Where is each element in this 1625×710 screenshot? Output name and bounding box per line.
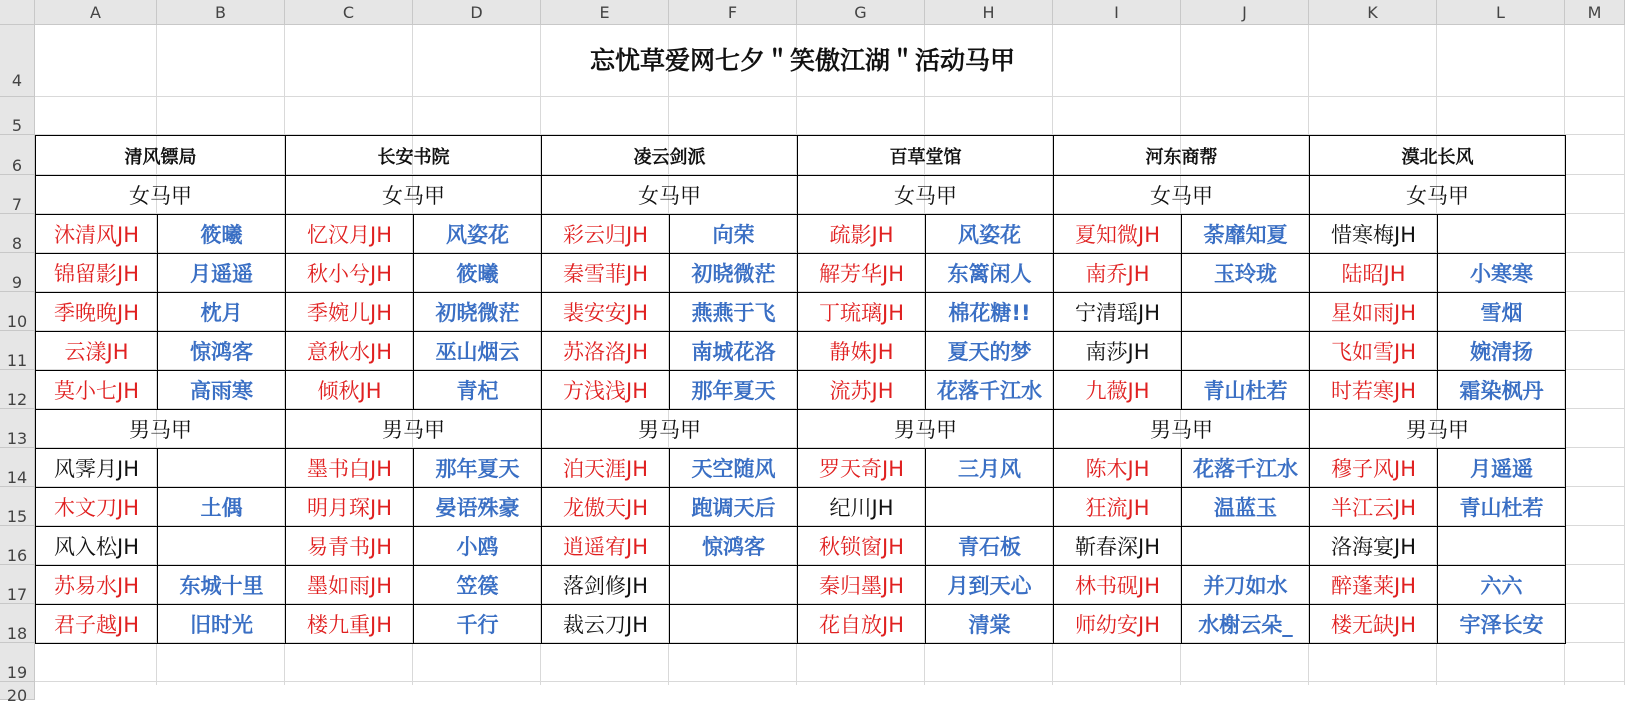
male-name-cell[interactable]: 温蓝玉 (1182, 488, 1310, 527)
female-name-cell[interactable]: 方浅浅JH (542, 371, 670, 410)
female-name-cell[interactable]: 莫小七JH (36, 371, 158, 410)
male-section-label[interactable]: 男马甲 (286, 410, 542, 449)
male-name-cell[interactable]: 明月琛JH (286, 488, 414, 527)
male-name-cell[interactable]: 易青书JH (286, 527, 414, 566)
table-row (36, 371, 1566, 410)
male-name-cell[interactable]: 那年夏天 (414, 449, 542, 488)
female-name-cell[interactable]: 小寒寒 (1438, 254, 1566, 293)
male-name-cell[interactable]: 苏易水JH (36, 566, 158, 605)
group-header-row (36, 136, 1566, 176)
female-name-cell[interactable]: 南城花洛 (670, 332, 798, 371)
female-section-label[interactable]: 女马甲 (1310, 176, 1566, 215)
column-header-f[interactable]: F (669, 0, 797, 25)
male-name-cell[interactable] (670, 566, 798, 605)
male-name-cell[interactable]: 靳春深JH (1054, 527, 1182, 566)
row-header-15[interactable]: 15 (0, 487, 35, 526)
row-header-5[interactable]: 5 (0, 97, 35, 135)
female-name-cell[interactable]: 季婉儿JH (286, 293, 414, 332)
row-header-19[interactable]: 19 (0, 643, 35, 682)
female-name-cell[interactable]: 苏洛洛JH (542, 332, 670, 371)
male-name-cell[interactable]: 君子越JH (36, 605, 158, 644)
group-header[interactable]: 清风镖局 (36, 136, 286, 176)
male-name-cell[interactable]: 千行 (414, 605, 542, 644)
female-name-cell[interactable]: 霜染枫丹 (1438, 371, 1566, 410)
female-name-cell[interactable]: 玉玲珑 (1182, 254, 1310, 293)
roster-table (35, 135, 1566, 644)
female-name-cell[interactable]: 疏影JH (798, 215, 926, 254)
male-name-cell[interactable]: 落剑修JH (542, 566, 670, 605)
female-section-label[interactable]: 女马甲 (286, 176, 542, 215)
female-name-cell[interactable]: 初晓微茫 (414, 293, 542, 332)
female-name-cell[interactable]: 流苏JH (798, 371, 926, 410)
male-name-cell[interactable]: 并刀如水 (1182, 566, 1310, 605)
table-row (36, 605, 1566, 644)
male-name-cell[interactable]: 林书砚JH (1054, 566, 1182, 605)
male-name-cell[interactable]: 秦归墨JH (798, 566, 926, 605)
male-name-cell[interactable]: 洛海宴JH (1310, 527, 1438, 566)
male-name-cell[interactable]: 泊天涯JH (542, 449, 670, 488)
female-name-cell[interactable]: 初晓微茫 (670, 254, 798, 293)
female-name-cell[interactable]: 惊鸿客 (158, 332, 286, 371)
female-name-cell[interactable]: 秦雪菲JH (542, 254, 670, 293)
male-name-cell[interactable]: 陈木JH (1054, 449, 1182, 488)
female-name-cell[interactable]: 青山杜若 (1182, 371, 1310, 410)
table-row (36, 293, 1566, 332)
female-name-cell[interactable]: 夏天的梦 (926, 332, 1054, 371)
column-header-c[interactable]: C (285, 0, 413, 25)
row-header-20[interactable]: 20 (0, 682, 35, 700)
male-name-cell[interactable]: 秋锁窗JH (798, 527, 926, 566)
male-name-cell[interactable]: 晏语殊豪 (414, 488, 542, 527)
male-name-cell[interactable]: 小鸥 (414, 527, 542, 566)
male-name-cell[interactable]: 龙傲天JH (542, 488, 670, 527)
column-header-a[interactable]: A (35, 0, 157, 25)
female-name-cell[interactable]: 婉清扬 (1438, 332, 1566, 371)
column-header-e[interactable]: E (541, 0, 669, 25)
male-name-cell[interactable]: 旧时光 (158, 605, 286, 644)
column-header-k[interactable]: K (1309, 0, 1437, 25)
male-name-cell[interactable] (670, 605, 798, 644)
column-header-d[interactable]: D (413, 0, 541, 25)
male-name-cell[interactable] (158, 527, 286, 566)
male-name-cell[interactable]: 青石板 (926, 527, 1054, 566)
female-name-cell[interactable] (1438, 215, 1566, 254)
row-header-8[interactable]: 8 (0, 214, 35, 253)
female-name-cell[interactable]: 棉花糖!! (926, 293, 1054, 332)
column-header-j[interactable]: J (1181, 0, 1309, 25)
female-name-cell[interactable]: 沐清风JH (36, 215, 158, 254)
female-name-cell[interactable]: 月遥遥 (158, 254, 286, 293)
row-header-14[interactable]: 14 (0, 448, 35, 487)
male-name-cell[interactable]: 纪川JH (798, 488, 926, 527)
female-name-cell[interactable]: 荼靡知夏 (1182, 215, 1310, 254)
female-name-cell[interactable]: 解芳华JH (798, 254, 926, 293)
female-name-cell[interactable]: 巫山烟云 (414, 332, 542, 371)
male-name-cell[interactable]: 三月风 (926, 449, 1054, 488)
male-name-cell[interactable]: 狂流JH (1054, 488, 1182, 527)
female-name-cell[interactable]: 静姝JH (798, 332, 926, 371)
table-row (36, 488, 1566, 527)
female-name-cell[interactable]: 筱曦 (158, 215, 286, 254)
male-name-cell[interactable]: 宇泽长安 (1438, 605, 1566, 644)
female-name-cell[interactable]: 夏知微JH (1054, 215, 1182, 254)
table-row (36, 449, 1566, 488)
male-section-label[interactable]: 男马甲 (1310, 410, 1566, 449)
female-name-cell[interactable]: 意秋水JH (286, 332, 414, 371)
male-name-cell[interactable]: 土偶 (158, 488, 286, 527)
male-name-cell[interactable]: 天空随风 (670, 449, 798, 488)
female-name-cell[interactable]: 高雨寒 (158, 371, 286, 410)
male-name-cell[interactable]: 逍遥宥JH (542, 527, 670, 566)
male-name-cell[interactable]: 罗天奇JH (798, 449, 926, 488)
group-header[interactable]: 河东商帮 (1054, 136, 1310, 176)
female-name-cell[interactable] (1182, 293, 1310, 332)
table-row (36, 566, 1566, 605)
gridline-horizontal (35, 681, 1625, 682)
female-section-label[interactable]: 女马甲 (798, 176, 1054, 215)
male-name-cell[interactable] (926, 488, 1054, 527)
female-name-cell[interactable]: 倾秋JH (286, 371, 414, 410)
female-name-cell[interactable]: 枕月 (158, 293, 286, 332)
male-name-cell[interactable]: 裁云刀JH (542, 605, 670, 644)
female-name-cell[interactable]: 东篱闲人 (926, 254, 1054, 293)
female-name-cell[interactable]: 时若寒JH (1310, 371, 1438, 410)
table-row (36, 527, 1566, 566)
male-name-cell[interactable]: 花自放JH (798, 605, 926, 644)
female-name-cell[interactable]: 丁琉璃JH (798, 293, 926, 332)
row-header-7[interactable]: 7 (0, 175, 35, 214)
male-name-cell[interactable] (1438, 527, 1566, 566)
female-name-cell[interactable]: 风姿花 (414, 215, 542, 254)
table-row (36, 332, 1566, 371)
male-name-cell[interactable]: 醉蓬莱JH (1310, 566, 1438, 605)
table-row (36, 215, 1566, 254)
male-name-cell[interactable]: 清棠 (926, 605, 1054, 644)
column-header-g[interactable]: G (797, 0, 925, 25)
female-name-cell[interactable]: 宁清瑶JH (1054, 293, 1182, 332)
table-row (36, 254, 1566, 293)
female-name-cell[interactable]: 飞如雪JH (1310, 332, 1438, 371)
female-name-cell[interactable]: 季晚晚JH (36, 293, 158, 332)
male-name-cell[interactable] (158, 449, 286, 488)
male-name-cell[interactable]: 穆子风JH (1310, 449, 1438, 488)
group-header[interactable]: 长安书院 (286, 136, 542, 176)
row-header-10[interactable]: 10 (0, 292, 35, 331)
row-header-12[interactable]: 12 (0, 370, 35, 409)
female-name-cell[interactable]: 筱曦 (414, 254, 542, 293)
male-name-cell[interactable]: 青山杜若 (1438, 488, 1566, 527)
row-header-13[interactable]: 13 (0, 409, 35, 448)
female-name-cell[interactable]: 秋小兮JH (286, 254, 414, 293)
row-header-11[interactable]: 11 (0, 331, 35, 370)
female-name-cell[interactable]: 彩云归JH (542, 215, 670, 254)
male-name-cell[interactable]: 水榭云朵_ (1182, 605, 1310, 644)
female-section-label[interactable]: 女马甲 (542, 176, 798, 215)
male-name-cell[interactable]: 师幼安JH (1054, 605, 1182, 644)
male-name-cell[interactable]: 笠篌 (414, 566, 542, 605)
column-header-l[interactable]: L (1437, 0, 1565, 25)
group-header[interactable]: 漠北长风 (1310, 136, 1566, 176)
male-name-cell[interactable]: 花落千江水 (1182, 449, 1310, 488)
column-header-h[interactable]: H (925, 0, 1053, 25)
row-header-4[interactable]: 4 (0, 25, 35, 97)
female-name-cell[interactable]: 锦留影JH (36, 254, 158, 293)
male-name-cell[interactable]: 楼九重JH (286, 605, 414, 644)
male-section-label[interactable]: 男马甲 (36, 410, 286, 449)
female-name-cell[interactable] (1182, 332, 1310, 371)
female-name-cell[interactable]: 青杞 (414, 371, 542, 410)
group-header[interactable]: 凌云剑派 (542, 136, 798, 176)
male-section-label[interactable]: 男马甲 (542, 410, 798, 449)
male-name-cell[interactable]: 月遥遥 (1438, 449, 1566, 488)
select-all-corner[interactable] (0, 0, 35, 25)
male-name-cell[interactable]: 惊鸿客 (670, 527, 798, 566)
male-label-row (36, 410, 1566, 449)
female-name-cell[interactable]: 忆汉月JH (286, 215, 414, 254)
male-section-label[interactable]: 男马甲 (798, 410, 1054, 449)
row-header-18[interactable]: 18 (0, 604, 35, 643)
row-header-16[interactable]: 16 (0, 526, 35, 565)
female-label-row (36, 176, 1566, 215)
female-name-cell[interactable]: 星如雨JH (1310, 293, 1438, 332)
male-name-cell[interactable]: 楼无缺JH (1310, 605, 1438, 644)
male-name-cell[interactable]: 风入松JH (36, 527, 158, 566)
male-name-cell[interactable]: 风霁月JH (36, 449, 158, 488)
male-name-cell[interactable]: 墨如雨JH (286, 566, 414, 605)
female-name-cell[interactable]: 南乔JH (1054, 254, 1182, 293)
female-name-cell[interactable]: 向荣 (670, 215, 798, 254)
female-section-label[interactable]: 女马甲 (36, 176, 286, 215)
male-name-cell[interactable]: 木文刀JH (36, 488, 158, 527)
column-header-b[interactable]: B (157, 0, 285, 25)
row-header-6[interactable]: 6 (0, 135, 35, 175)
female-name-cell[interactable]: 南莎JH (1054, 332, 1182, 371)
male-name-cell[interactable] (1182, 527, 1310, 566)
male-name-cell[interactable]: 月到天心 (926, 566, 1054, 605)
male-name-cell[interactable]: 墨书白JH (286, 449, 414, 488)
female-name-cell[interactable]: 云漾JH (36, 332, 158, 371)
female-section-label[interactable]: 女马甲 (1054, 176, 1310, 215)
female-name-cell[interactable]: 裴安安JH (542, 293, 670, 332)
male-name-cell[interactable]: 东城十里 (158, 566, 286, 605)
row-header-17[interactable]: 17 (0, 565, 35, 604)
column-header-i[interactable]: I (1053, 0, 1181, 25)
female-name-cell[interactable]: 陆昭JH (1310, 254, 1438, 293)
female-name-cell[interactable]: 风姿花 (926, 215, 1054, 254)
female-name-cell[interactable]: 那年夏天 (670, 371, 798, 410)
group-header[interactable]: 百草堂馆 (798, 136, 1054, 176)
female-name-cell[interactable]: 花落千江水 (926, 371, 1054, 410)
female-name-cell[interactable]: 惜寒梅JH (1310, 215, 1438, 254)
male-name-cell[interactable]: 半江云JH (1310, 488, 1438, 527)
female-name-cell[interactable]: 燕燕于飞 (670, 293, 798, 332)
sheet-title[interactable]: 忘忧草爱网七夕＂笑傲江湖＂活动马甲 (589, 46, 1015, 75)
female-name-cell[interactable]: 雪烟 (1438, 293, 1566, 332)
female-name-cell[interactable]: 九薇JH (1054, 371, 1182, 410)
male-name-cell[interactable]: 跑调天后 (670, 488, 798, 527)
male-name-cell[interactable]: 六六 (1438, 566, 1566, 605)
male-section-label[interactable]: 男马甲 (1054, 410, 1310, 449)
column-header-m[interactable]: M (1565, 0, 1625, 25)
row-header-9[interactable]: 9 (0, 253, 35, 292)
